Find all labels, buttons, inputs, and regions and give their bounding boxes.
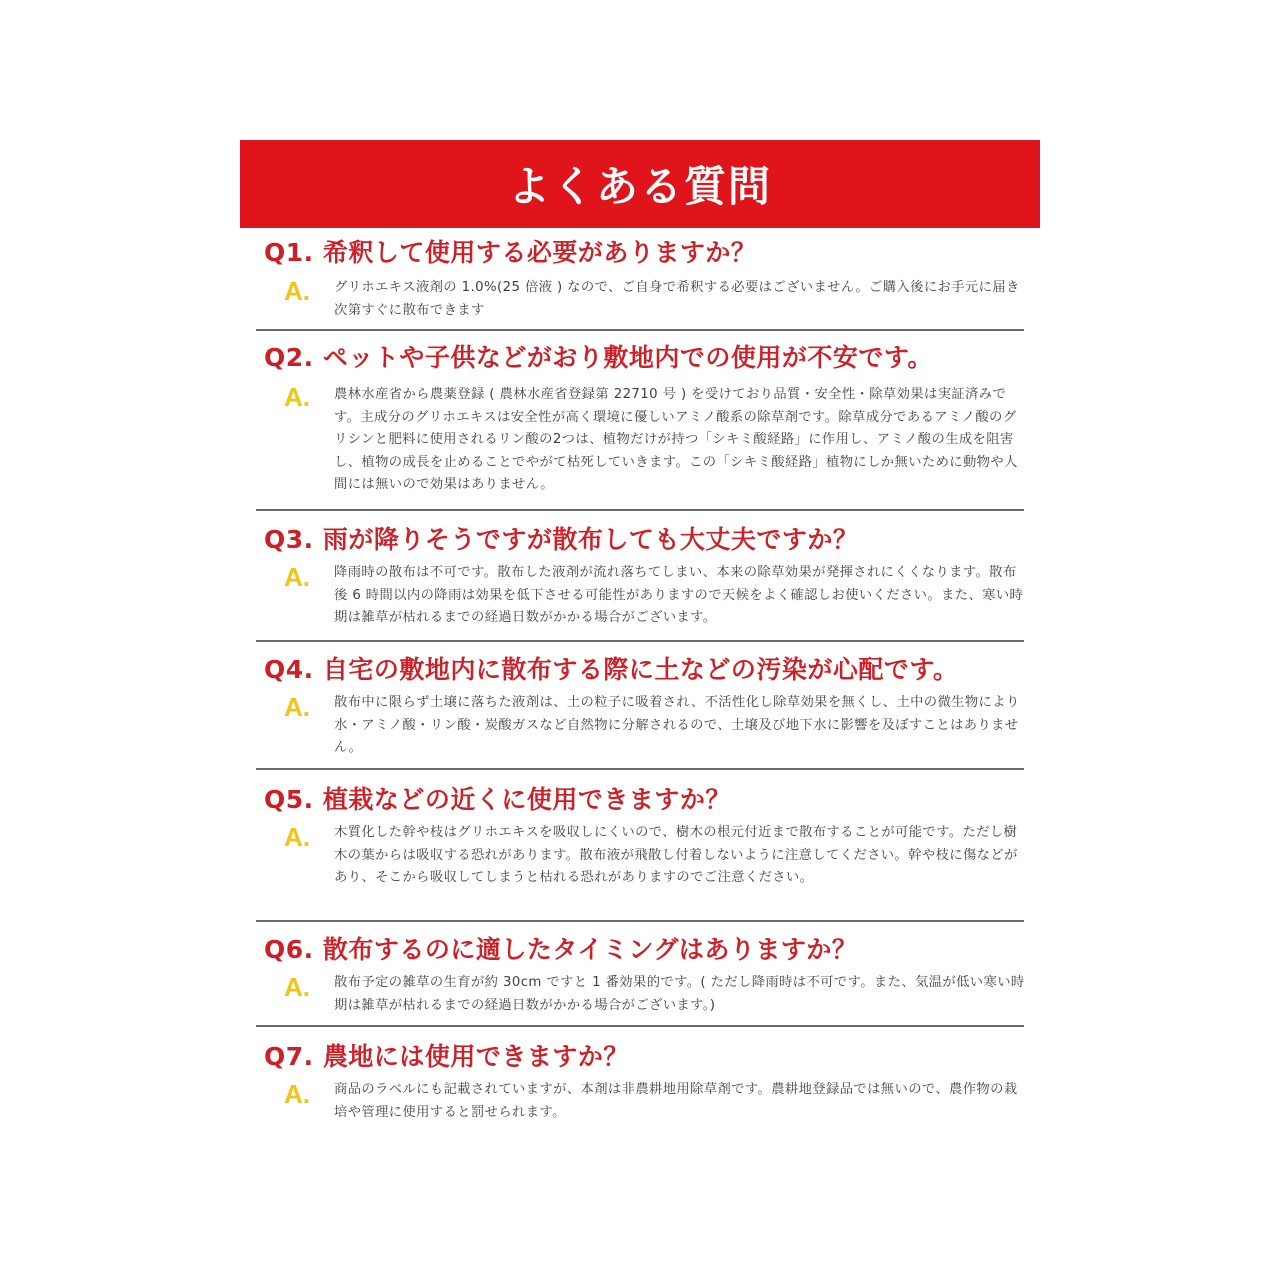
faq-answer-3: 降雨時の散布は不可です。散布した液剤が流れ落ちてしまい、本来の除草効果が発揮されにくくなります。散布後 6 時間以内の降雨は効果を低下させる可能性がありますので天候をよく確認しお使いください。また、寒い時期は雑草が枯れるまでの経過日数がかかる場合がございます。 bbox=[334, 565, 1024, 626]
faq-divider-1 bbox=[256, 329, 1024, 331]
faq-answer-7: 商品のラベルにも記載されていますが、本剤は非農耕地用除草剤です。農耕地登録品では無いので、農作物の栽培や管理に使用すると罰せられます。 bbox=[334, 1082, 1018, 1120]
faq-question-5: Q5. 植栽などの近くに使用できますか？ bbox=[264, 785, 731, 814]
faq-answer-mark-4: A. bbox=[284, 692, 310, 722]
faq-question-4: Q4. 自宅の敷地内に散布する際に土などの汚染が心配です。 bbox=[264, 655, 959, 684]
faq-answer-mark-6: A. bbox=[284, 972, 310, 1002]
faq-divider-4 bbox=[256, 768, 1024, 770]
faq-answer-mark-2: A. bbox=[284, 382, 310, 412]
faq-divider-2 bbox=[256, 509, 1024, 511]
faq-answer-mark-5: A. bbox=[284, 822, 310, 852]
faq-page bbox=[240, 140, 1040, 1120]
faq-answer-1: グリホエキス液剤の 1.0%(25 倍液 ) なので、ご自身で希釈する必要はございません。ご購入後にお手元に届き次第すぐに散布できます bbox=[334, 280, 1020, 318]
faq-answer-6: 散布予定の雑草の生育が約 30cm ですと 1 番効果的です。( ただし降雨時は不可です。また、気温が低い寒い時期は雑草が枯れるまでの経過日数がかかる場合がございます。) bbox=[334, 975, 1025, 1013]
faq-divider-3 bbox=[256, 640, 1024, 642]
faq-answer-2: 農林水産省から農薬登録 ( 農林水産省登録第 22710 号 ) を受けており品質・安全性・除草効果は実証済みです。主成分のグリホエキスは安全性が高く環境に優しいアミノ酸系の除草剤です。除草成分であるアミノ酸のグリシンと肥料に使用されるリン酸の2つは、植物だけが持つ「シキミ酸経路」に作用し、アミノ酸の生成を阻害し、植物の成長を止めることでやがて枯死していきます。この「シキミ酸経路」植物にしか無いために動物や人間には無いので効果はありません。 bbox=[334, 387, 1018, 493]
page-title: よくある質問 bbox=[507, 162, 772, 211]
faq-answer-4: 散布中に限らず土壌に落ちた液剤は、土の粒子に吸着され、不活性化し除草効果を無くし、土中の微生物により水・アミノ酸・リン酸・炭酸ガスなど自然物に分解されるので、土壌及び地下水に影響を及ぼすことはありません。 bbox=[334, 695, 1020, 756]
faq-answer-5: 木質化した幹や枝はグリホエキスを吸収しにくいので、樹木の根元付近まで散布することが可能です。ただし樹木の葉からは吸収する恐れがあります。散布液が飛散し付着しないように注意してください。幹や枝に傷などがあり、そこから吸収してしまうと枯れる恐れがありますのでご注意ください。 bbox=[334, 825, 1018, 886]
faq-question-3: Q3. 雨が降りそうですが散布しても大丈夫ですか？ bbox=[264, 525, 859, 554]
faq-answer-mark-1: A. bbox=[284, 276, 310, 306]
faq-question-6: Q6. 散布するのに適したタイミングはありますか？ bbox=[264, 935, 858, 964]
faq-answer-mark-7: A. bbox=[284, 1079, 310, 1109]
faq-question-7: Q7. 農地には使用できますか？ bbox=[264, 1042, 629, 1071]
faq-question-2: Q2. ペットや子供などがおり敷地内での使用が不安です。 bbox=[264, 343, 933, 372]
faq-question-1: Q1. 希釈して使用する必要がありますか？ bbox=[264, 238, 757, 267]
faq-answer-mark-3: A. bbox=[284, 562, 310, 592]
faq-divider-6 bbox=[256, 1025, 1024, 1027]
faq-header-banner bbox=[240, 140, 1040, 228]
faq-divider-5 bbox=[256, 920, 1024, 922]
